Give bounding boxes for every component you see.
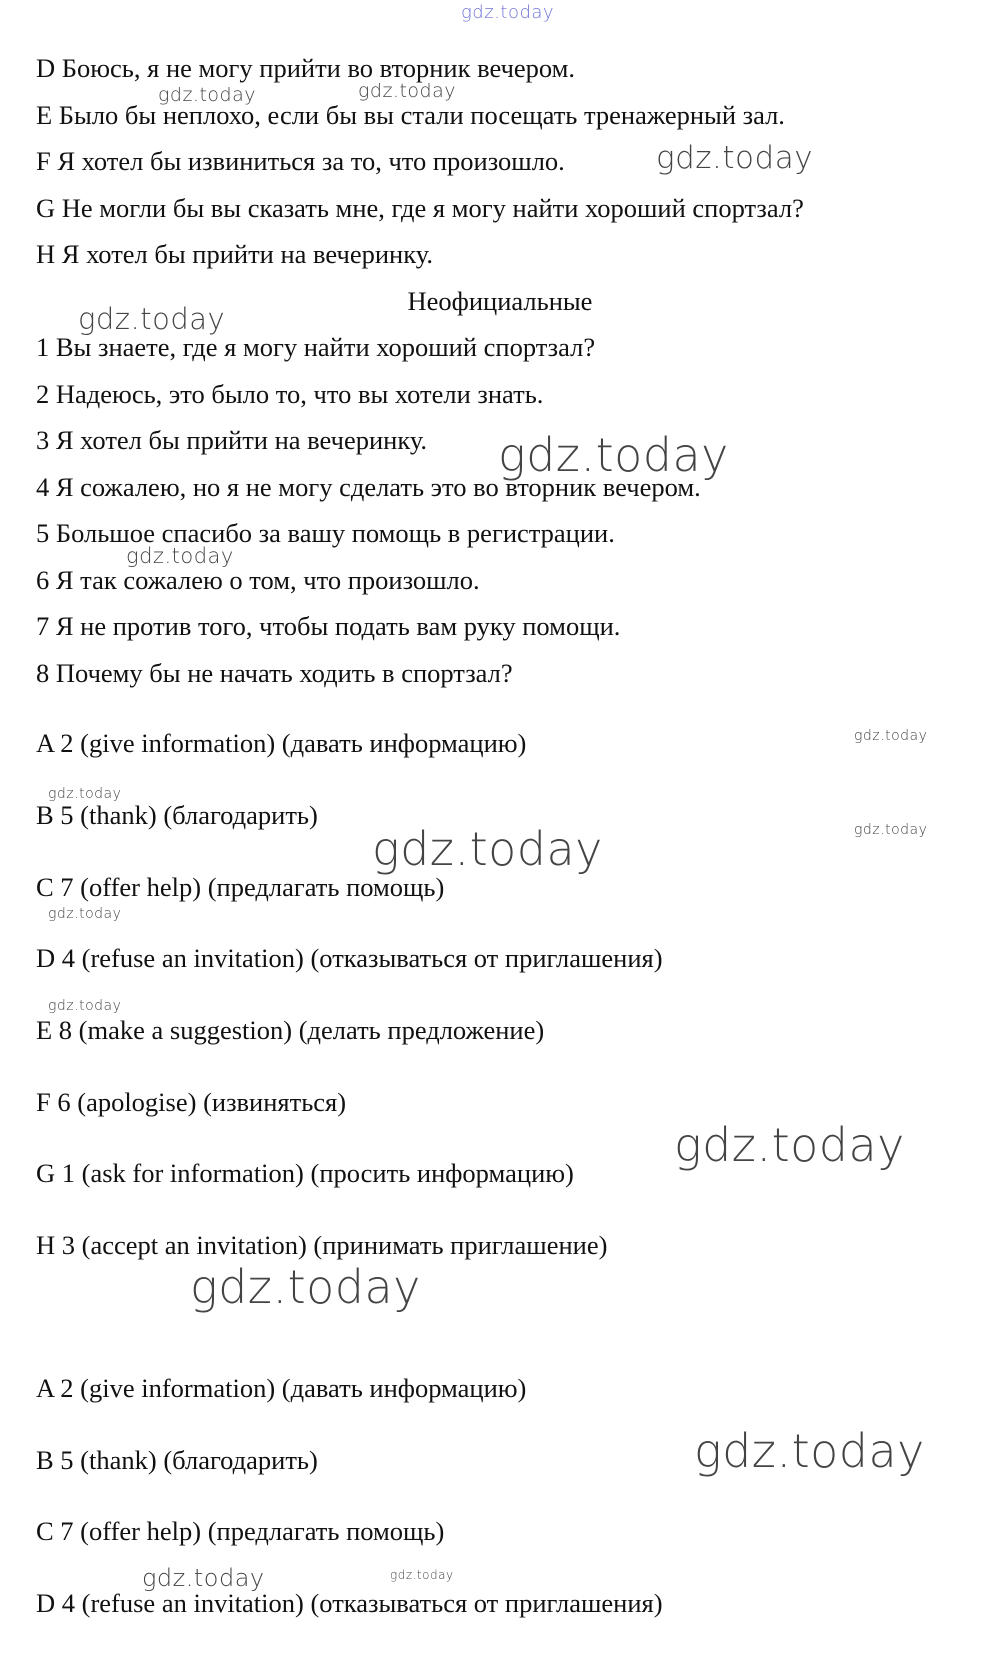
list-item: D Боюсь, я не могу прийти во вторник вечером. (36, 53, 576, 83)
watermark: gdz.today (674, 1118, 905, 1172)
watermark: gdz.today (656, 140, 814, 176)
answer-item: E 8 (make a suggestion) (делать предложение) (36, 1015, 545, 1045)
watermark: gdz.today (126, 544, 234, 568)
answer-item: A 2 (give information) (давать информацию) (36, 1373, 527, 1403)
answer-item: A 2 (give information) (давать информацию) (36, 728, 527, 758)
answer-item: C 7 (offer help) (предлагать помощь) (36, 1516, 445, 1546)
watermark: gdz.today (694, 1424, 925, 1478)
answer-item: B 5 (thank) (благодарить) (36, 1445, 318, 1475)
watermark: gdz.today (372, 822, 603, 876)
watermark: gdz.today (498, 428, 729, 482)
answer-item: D 4 (refuse an invitation) (отказываться от приглашения) (36, 943, 663, 973)
watermark: gdz.today (48, 998, 122, 1014)
list-item: H Я хотел бы прийти на вечеринку. (36, 239, 433, 269)
answer-item: G 1 (ask for information) (просить информацию) (36, 1158, 574, 1188)
watermark-top: gdz.today (461, 2, 555, 23)
watermark: gdz.today (390, 1568, 454, 1582)
list-item: 3 Я хотел бы прийти на вечеринку. (36, 425, 428, 455)
watermark: gdz.today (78, 302, 226, 336)
watermark: gdz.today (142, 1564, 265, 1592)
list-item: 2 Надеюсь, это было то, что вы хотели знать. (36, 379, 544, 409)
list-item: E Было бы неплохо, если бы вы стали посещать тренажерный зал. (36, 100, 785, 130)
list-item: 5 Большое спасибо за вашу помощь в регистрации. (36, 518, 615, 548)
answer-item: D 4 (refuse an invitation) (отказываться от приглашения) (36, 1588, 663, 1618)
section-heading: Неофициальные (407, 286, 593, 316)
answer-item: B 5 (thank) (благодарить) (36, 800, 318, 830)
list-item: 4 Я сожалею, но я не могу сделать это во вторник вечером. (36, 472, 701, 502)
watermark: gdz.today (854, 822, 928, 838)
answer-item: C 7 (offer help) (предлагать помощь) (36, 872, 445, 902)
list-item: F Я хотел бы извиниться за то, что произошло. (36, 146, 565, 176)
list-item: 8 Почему бы не начать ходить в спортзал? (36, 658, 513, 688)
watermark: gdz.today (854, 728, 928, 744)
watermark: gdz.today (48, 906, 122, 922)
watermark: gdz.today (358, 80, 456, 102)
list-item: G Не могли бы вы сказать мне, где я могу найти хороший спортзал? (36, 193, 804, 223)
watermark: gdz.today (48, 786, 122, 802)
watermark: gdz.today (158, 84, 256, 106)
list-item: 1 Вы знаете, где я могу найти хороший спортзал? (36, 332, 596, 362)
list-item: 6 Я так сожалею о том, что произошло. (36, 565, 480, 595)
watermark: gdz.today (190, 1260, 421, 1314)
answer-item: H 3 (accept an invitation) (принимать приглашение) (36, 1230, 608, 1260)
list-item: 7 Я не против того, чтобы подать вам руку помощи. (36, 611, 621, 641)
answer-item: F 6 (apologise) (извиняться) (36, 1087, 347, 1117)
